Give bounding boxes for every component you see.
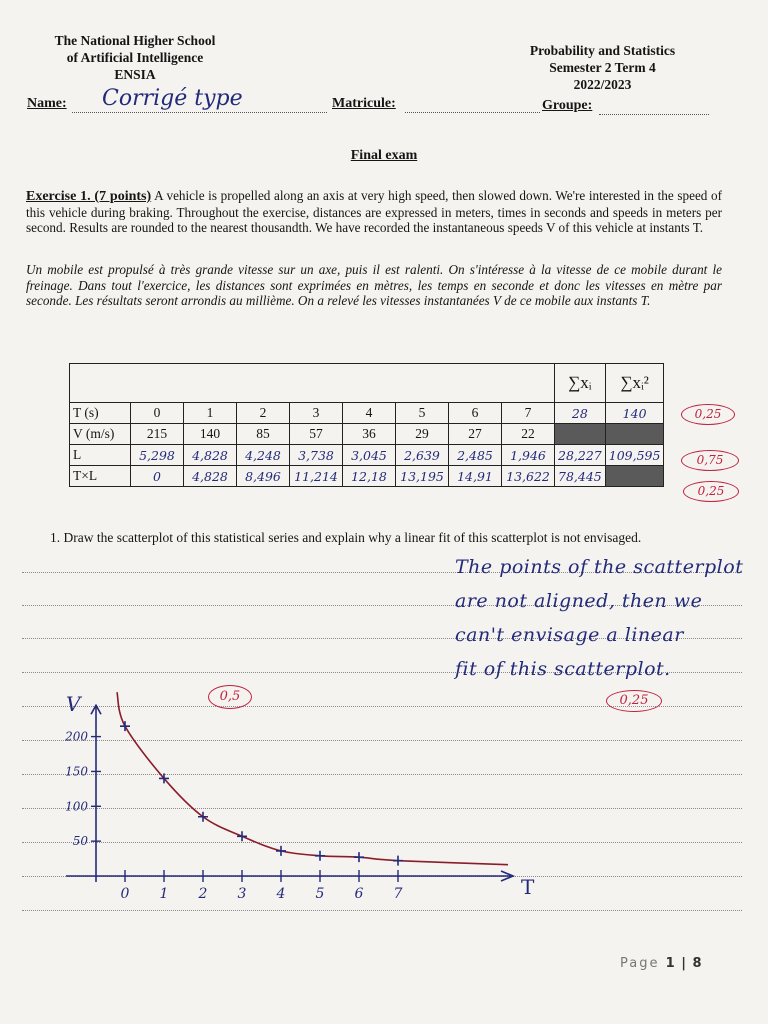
x-tick-label: 3 bbox=[237, 886, 247, 902]
sum-x-value: 78,445 bbox=[555, 466, 606, 487]
data-point bbox=[315, 851, 325, 861]
cell: 1 bbox=[184, 403, 237, 424]
cell: 4,828 bbox=[184, 466, 237, 487]
answer-line-1: The points of the scatterplot bbox=[455, 556, 744, 578]
cell: 36 bbox=[343, 424, 396, 445]
cell: 5,298 bbox=[131, 445, 184, 466]
cell: 4,828 bbox=[184, 445, 237, 466]
x-tick-label: 4 bbox=[276, 886, 286, 902]
cell: 27 bbox=[449, 424, 502, 445]
cell: 0 bbox=[131, 466, 184, 487]
sum-x-value: 28 bbox=[555, 403, 606, 424]
exam-title: Final exam bbox=[350, 148, 418, 163]
school-line-3: ENSIA bbox=[114, 67, 156, 82]
y-tick-label: 150 bbox=[65, 764, 88, 779]
sum-x2-header: ∑xᵢ² bbox=[605, 364, 664, 403]
sum-x2-value: 109,595 bbox=[605, 445, 664, 466]
name-label: Name: bbox=[27, 96, 67, 111]
mark-row-tl: 0,25 bbox=[683, 481, 739, 502]
x-tick-label: 7 bbox=[393, 886, 403, 902]
groupe-label: Groupe: bbox=[542, 98, 593, 113]
y-tick-label: 50 bbox=[72, 834, 88, 849]
cell: 12,18 bbox=[343, 466, 396, 487]
x-tick-label: 6 bbox=[354, 886, 364, 902]
x-tick-label: 5 bbox=[315, 886, 325, 902]
cell: 13,622 bbox=[502, 466, 555, 487]
sum-x-value: 28,227 bbox=[555, 445, 606, 466]
data-point bbox=[120, 721, 130, 731]
cell: 8,496 bbox=[237, 466, 290, 487]
cell: 0 bbox=[131, 403, 184, 424]
cell: 11,214 bbox=[290, 466, 343, 487]
exercise-text-en: A vehicle is propelled along an axis at very high speed, then slowed down. We're interested in the speed of this vehicle during braking. Throughout the exercise, distances are expressed in meters, times in seconds and speeds in meters per second. Results are rounded to the nearest thousandth. We have recorded the instantaneous speeds V of this vehicle at instants T. bbox=[26, 188, 722, 235]
plot-mark: 0,5 bbox=[208, 685, 252, 709]
exercise-statement-fr: Un mobile est propulsé à très grande vitesse sur un axe, puis il est ralenti. On s'intéresse à la vitesse de ce mobile durant le freinage. Dans tout l'exercice, les distances sont exprimées en mètres, les temps en seconde et donc les vitesses en mètre par seconde. Les résultats seront arrondis au millième. On a relevé les vitesses instantanées V de ce mobile aux instants T. bbox=[26, 262, 722, 308]
y-axis-label: V bbox=[66, 692, 81, 717]
semester: Semester 2 Term 4 bbox=[549, 60, 656, 75]
cell: 215 bbox=[131, 424, 184, 445]
cell: 22 bbox=[502, 424, 555, 445]
cell: 4 bbox=[343, 403, 396, 424]
cell: 29 bbox=[396, 424, 449, 445]
answer-line-3: can't envisage a linear bbox=[455, 624, 684, 646]
x-tick-label: 1 bbox=[159, 886, 169, 902]
cell: 140 bbox=[184, 424, 237, 445]
school-line-2: of Artificial Intelligence bbox=[66, 50, 204, 65]
cell: 85 bbox=[237, 424, 290, 445]
data-point bbox=[354, 852, 364, 862]
data-point bbox=[393, 856, 403, 866]
mark-row-t: 0,25 bbox=[681, 404, 735, 425]
x-tick-label: 0 bbox=[120, 886, 130, 902]
cell: 3,045 bbox=[343, 445, 396, 466]
name-value: Corrigé type bbox=[102, 86, 243, 111]
data-point bbox=[237, 831, 247, 841]
mark-row-l: 0,75 bbox=[681, 450, 739, 471]
page-number: 1 | 8 bbox=[665, 956, 703, 971]
row-label: V (m/s) bbox=[70, 424, 131, 445]
cell: 14,91 bbox=[449, 466, 502, 487]
answer-line-2: are not aligned, then we bbox=[455, 590, 703, 612]
page-footer bbox=[620, 956, 703, 971]
data-point bbox=[276, 846, 286, 856]
question-1: 1. Draw the scatterplot of this statistical series and explain why a linear fit of this scatterplot is not envisaged. bbox=[50, 530, 642, 545]
y-tick-label: 100 bbox=[65, 799, 88, 814]
cell: 3 bbox=[290, 403, 343, 424]
x-tick-label: 2 bbox=[198, 886, 208, 902]
y-tick-label: 200 bbox=[65, 729, 88, 744]
cell: 2 bbox=[237, 403, 290, 424]
cell: 13,195 bbox=[396, 466, 449, 487]
answer-mark: 0,25 bbox=[606, 690, 662, 712]
cell: 5 bbox=[396, 403, 449, 424]
cell: 2,639 bbox=[396, 445, 449, 466]
cell: 3,738 bbox=[290, 445, 343, 466]
exercise-heading: Exercise 1. (7 points) bbox=[26, 189, 152, 204]
row-label: T (s) bbox=[70, 403, 131, 424]
cell: 2,485 bbox=[449, 445, 502, 466]
row-label: L bbox=[70, 445, 131, 466]
cell: 7 bbox=[502, 403, 555, 424]
sum-x-header: ∑xᵢ bbox=[555, 364, 606, 403]
sum-x2-value: 140 bbox=[605, 403, 664, 424]
fit-curve bbox=[117, 692, 508, 865]
x-axis-label: T bbox=[521, 875, 535, 899]
row-label: T×L bbox=[70, 466, 131, 487]
cell: 6 bbox=[449, 403, 502, 424]
course-title: Probability and Statistics bbox=[529, 43, 676, 58]
answer-line-4: fit of this scatterplot. bbox=[455, 658, 671, 680]
cell: 4,248 bbox=[237, 445, 290, 466]
school-line-1: The National Higher School bbox=[54, 33, 216, 48]
cell: 1,946 bbox=[502, 445, 555, 466]
page-word: Page bbox=[620, 956, 660, 971]
cell: 57 bbox=[290, 424, 343, 445]
academic-year: 2022/2023 bbox=[573, 77, 632, 92]
matricule-label: Matricule: bbox=[332, 96, 396, 111]
